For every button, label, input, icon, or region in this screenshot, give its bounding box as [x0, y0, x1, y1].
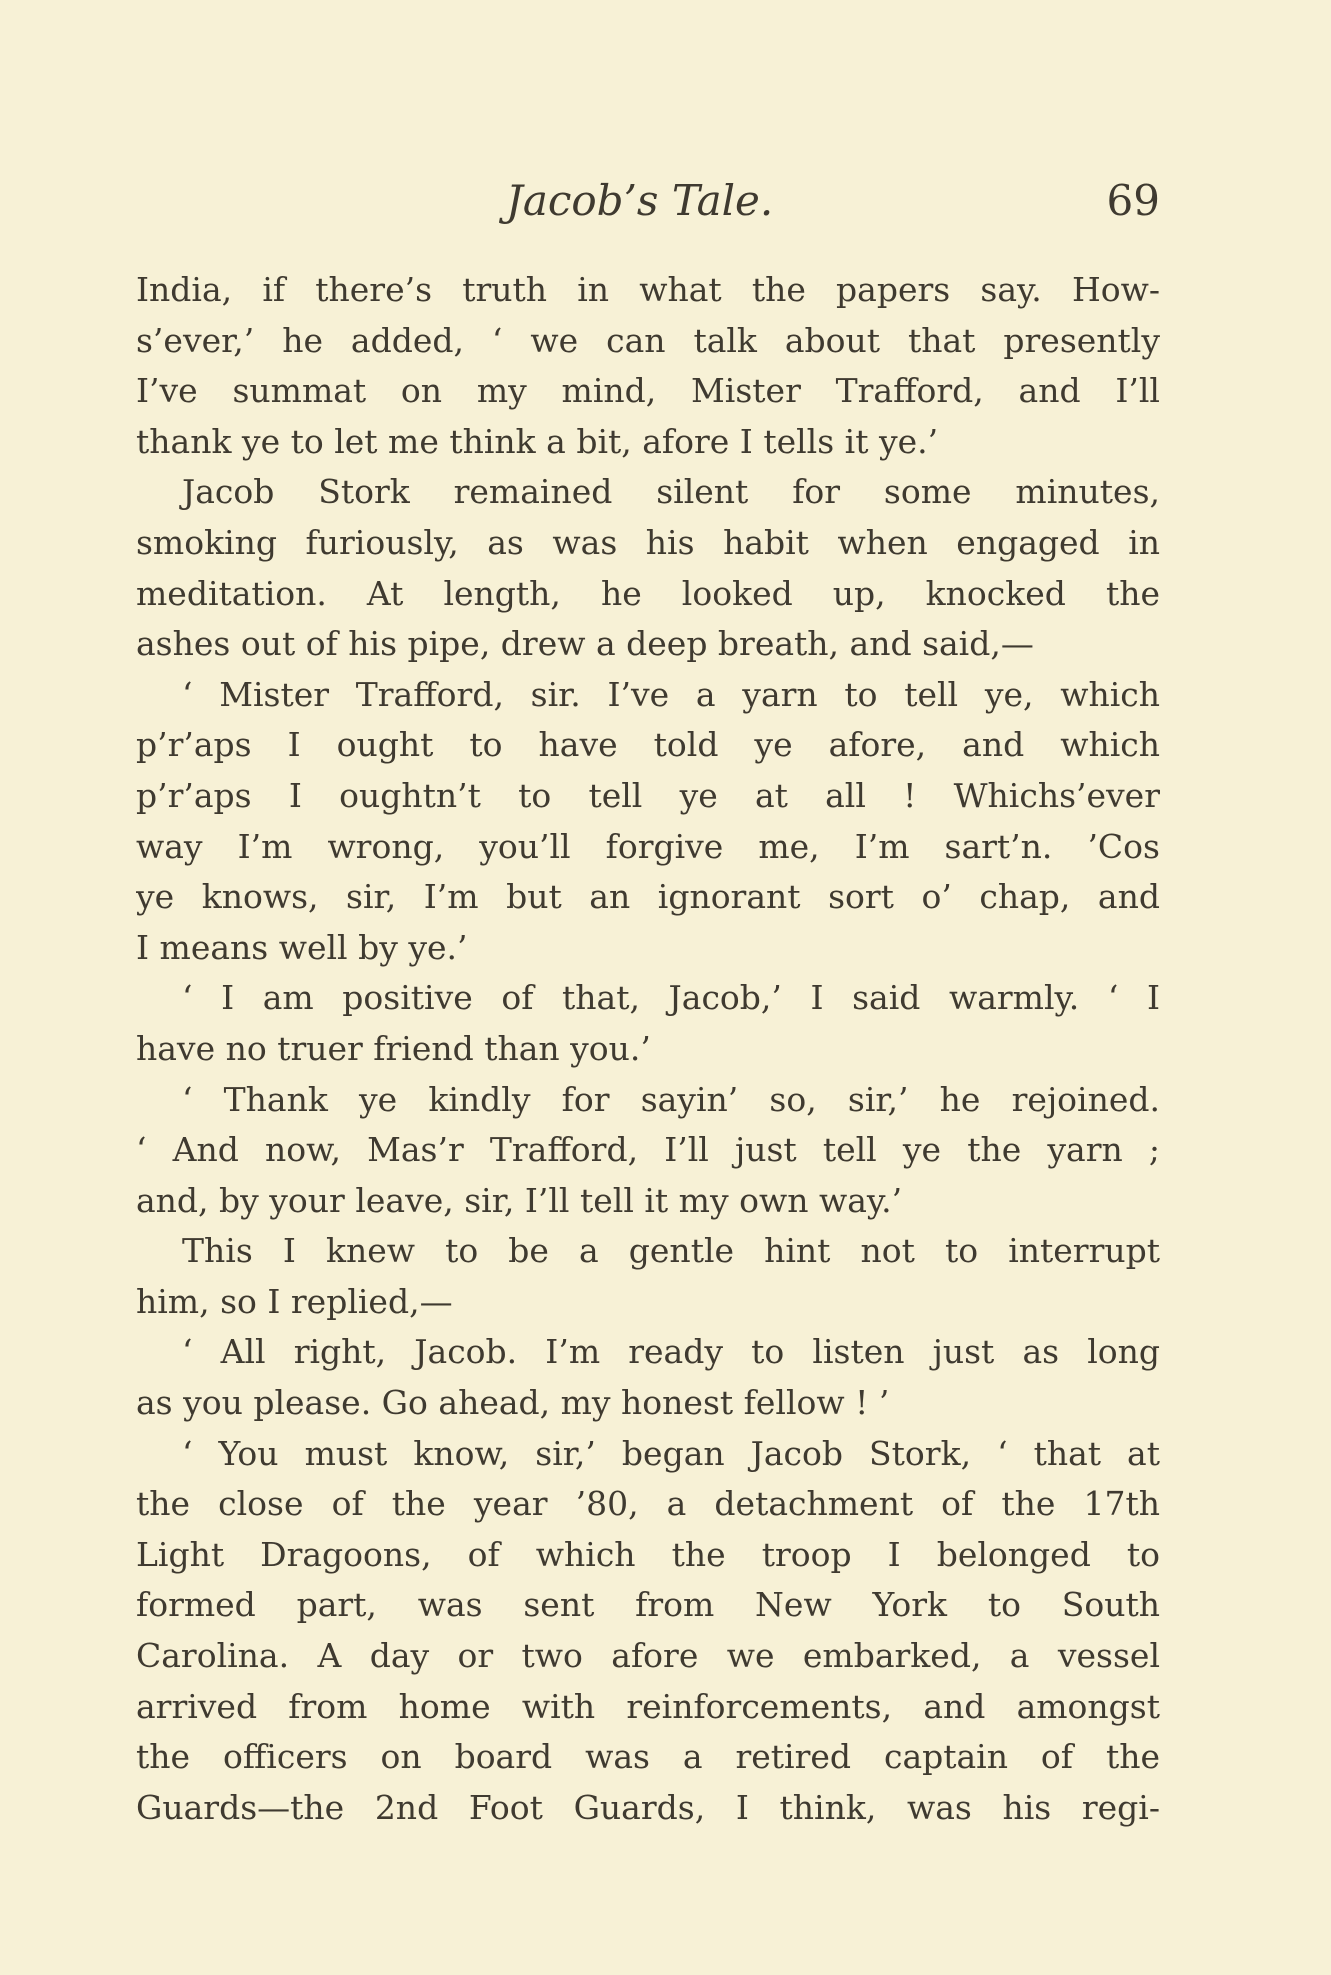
- text-line: Light Dragoons, of which the troop I belonged to: [136, 1534, 1160, 1574]
- text-line: This I knew to be a gentle hint not to interrupt: [182, 1231, 1160, 1271]
- text-line: ‘ I am positive of that, Jacob,’ I said warmly. ‘ I: [182, 978, 1160, 1018]
- text-line: s’ever,’ he added, ‘ we can talk about that presently: [136, 320, 1160, 360]
- running-title: Jacob’s Tale.: [506, 176, 774, 225]
- text-line: the close of the year ’80, a detachment of the 17th: [136, 1484, 1160, 1524]
- text-line: and, by your leave, sir, I’ll tell it my own way.’: [136, 1180, 903, 1220]
- text-line: ashes out of his pipe, drew a deep breath, and said,—: [136, 624, 1034, 664]
- text-line: ‘ Mister Trafford, sir. I’ve a yarn to tell ye, which: [182, 674, 1160, 714]
- text-line: have no truer friend than you.’: [136, 1028, 651, 1068]
- page-number: 69: [1106, 176, 1160, 225]
- text-line: smoking furiously, as was his habit when engaged in: [136, 522, 1160, 562]
- text-line: Guards—the 2nd Foot Guards, I think, was his regi-: [136, 1787, 1160, 1827]
- text-line: p’r’aps I ought to have told ye afore, and which: [136, 725, 1160, 765]
- text-line: ‘ And now, Mas’r Trafford, I’ll just tell ye the yarn ;: [136, 1130, 1160, 1170]
- text-line: as you please. Go ahead, my honest fellow ! ’: [136, 1383, 890, 1423]
- text-line: ‘ Thank ye kindly for sayin’ so, sir,’ he rejoined.: [182, 1079, 1160, 1119]
- body-text: [136, 265, 1160, 1833]
- text-line: thank ye to let me think a bit, afore I tells it ye.’: [136, 421, 939, 461]
- text-line: arrived from home with reinforcements, and amongst: [136, 1686, 1160, 1726]
- text-line: way I’m wrong, you’ll forgive me, I’m sart’n. ’Cos: [136, 826, 1160, 866]
- text-line: meditation. At length, he looked up, knocked the: [136, 573, 1160, 613]
- text-line: I’ve summat on my mind, Mister Trafford, and I’ll: [136, 371, 1160, 411]
- text-line: formed part, was sent from New York to South: [136, 1585, 1160, 1625]
- text-line: I means well by ye.’: [136, 927, 468, 967]
- text-line: Carolina. A day or two afore we embarked, a vessel: [136, 1636, 1160, 1676]
- text-line: India, if there’s truth in what the papers say. How-: [136, 270, 1160, 309]
- text-line: ‘ You must know, sir,’ began Jacob Stork, ‘ that at: [182, 1433, 1160, 1473]
- text-line: him, so I replied,—: [136, 1281, 453, 1321]
- text-line: p’r’aps I oughtn’t to tell ye at all ! Whichs’ever: [136, 775, 1160, 815]
- text-line: Jacob Stork remained silent for some minutes,: [182, 472, 1160, 512]
- text-line: the officers on board was a retired captain of the: [136, 1737, 1160, 1777]
- page-header: [136, 168, 1160, 234]
- text-line: ye knows, sir, I’m but an ignorant sort o’ chap, and: [136, 877, 1160, 917]
- text-line: ‘ All right, Jacob. I’m ready to listen just as long: [182, 1332, 1160, 1372]
